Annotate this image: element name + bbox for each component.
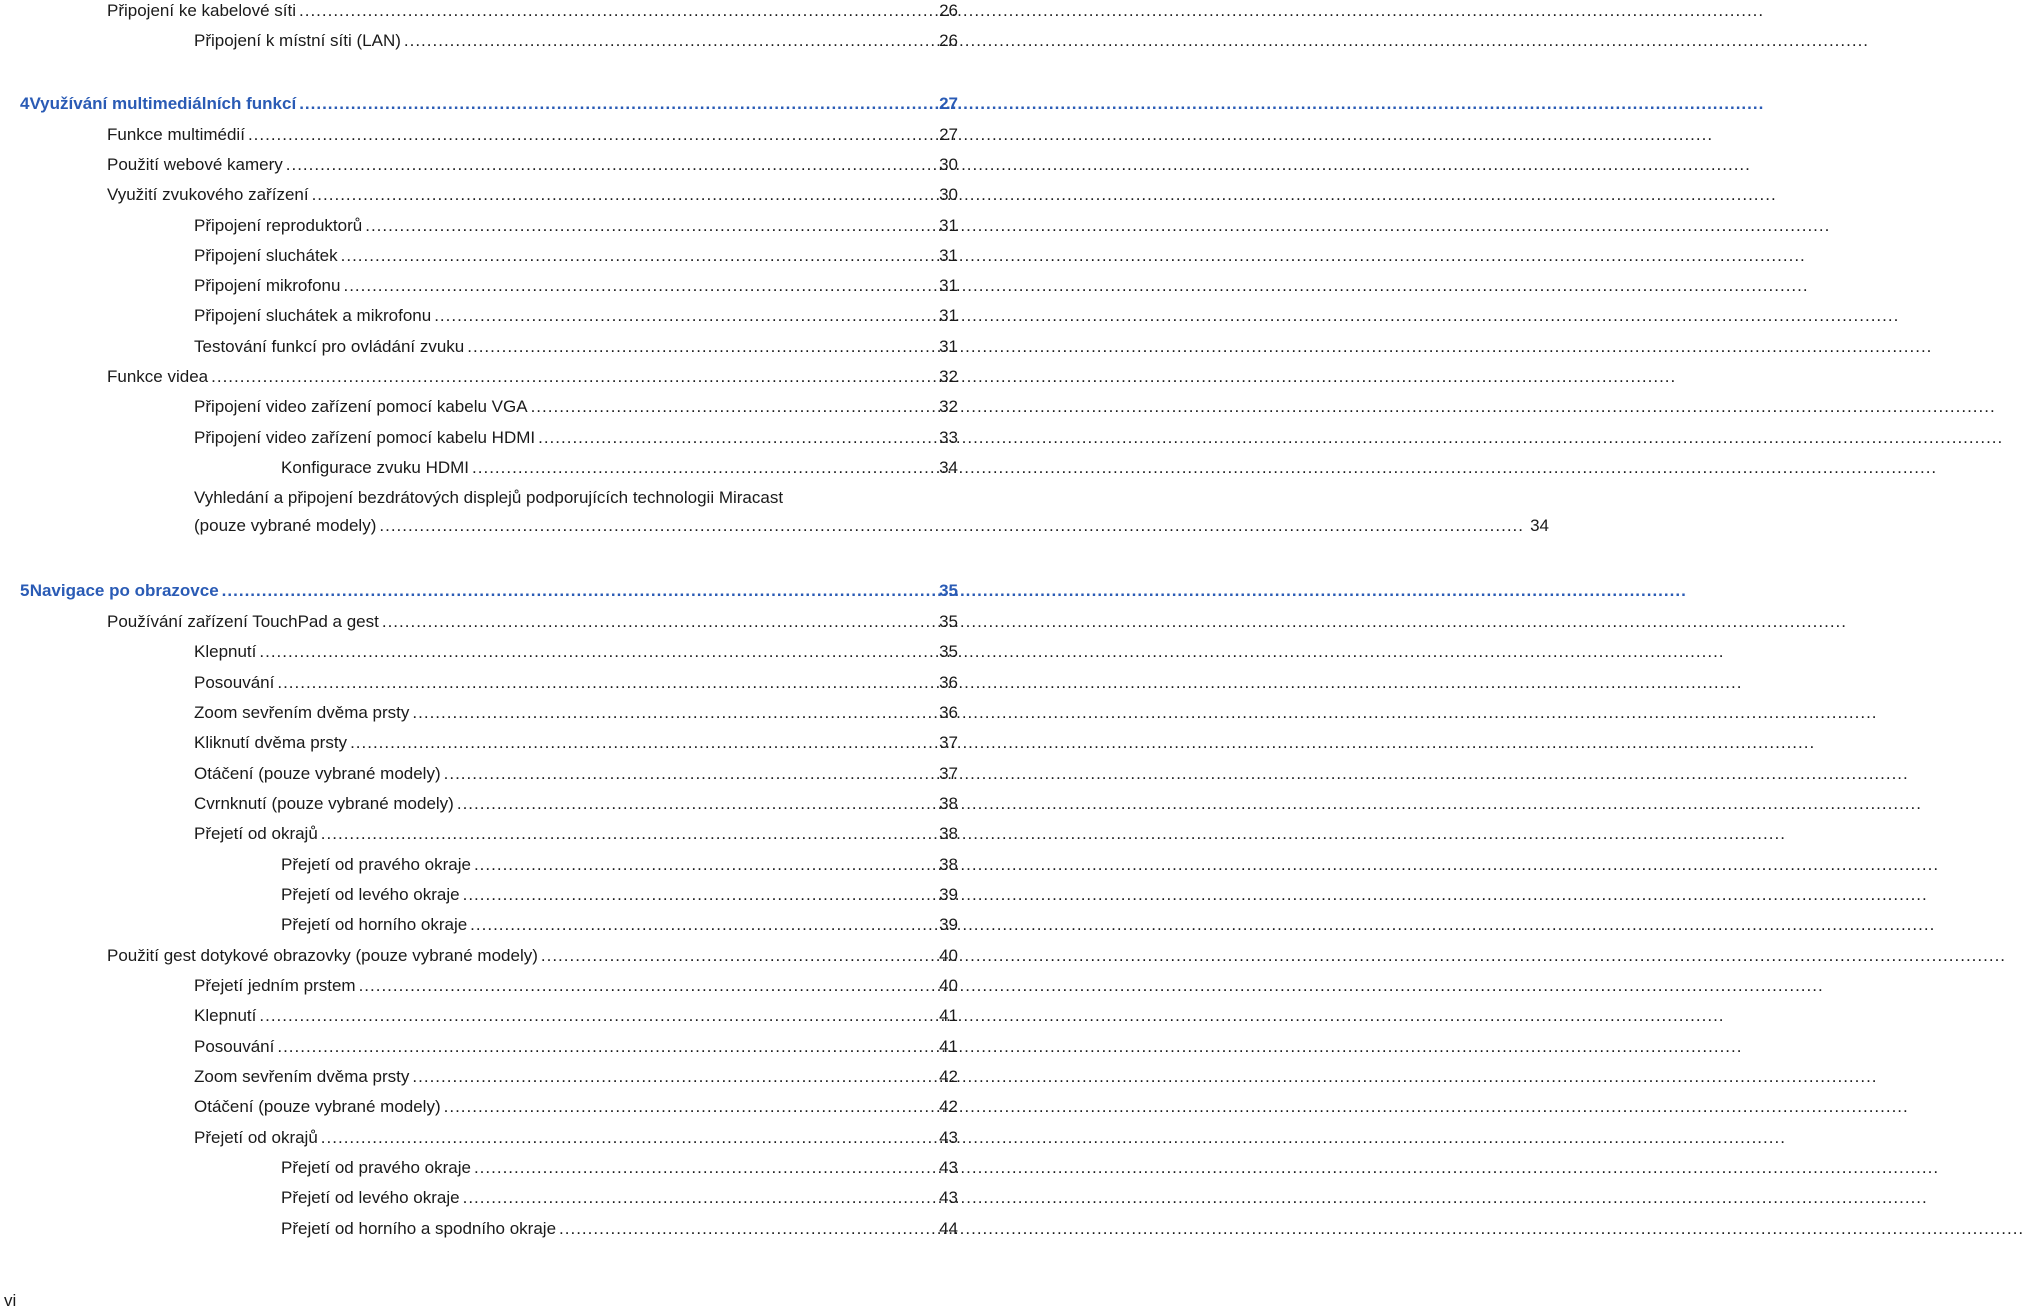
- toc-page-number: 31: [939, 306, 958, 325]
- toc-page-number: 44: [939, 1219, 958, 1238]
- toc-entry-title: Připojení sluchátek: [194, 246, 338, 265]
- leader-dots: [444, 1096, 933, 1118]
- toc-entry[interactable]: [107, 184, 958, 206]
- leader-dots: [404, 30, 933, 52]
- leader-dots: [350, 732, 933, 754]
- leader-dots: [222, 580, 933, 602]
- leader-dots: [444, 763, 933, 785]
- toc-entry[interactable]: [194, 641, 958, 663]
- toc-page-number: 26: [939, 1, 958, 20]
- toc-page-number: 32: [939, 397, 958, 416]
- leader-dots: [365, 215, 933, 237]
- chapter-number: 5: [20, 581, 30, 600]
- leader-dots: [211, 366, 933, 388]
- toc-page-number: 33: [939, 428, 958, 447]
- toc-page-number: 31: [939, 246, 958, 265]
- toc-entry-title: Připojení ke kabelové síti: [107, 1, 296, 20]
- toc-entry-title: Funkce multimédií: [107, 125, 245, 144]
- toc-entry-title: Zoom sevřením dvěma prsty: [194, 1067, 410, 1086]
- toc-entry[interactable]: [281, 1157, 958, 1179]
- toc-page-number: 26: [939, 31, 958, 50]
- leader-dots: [286, 154, 933, 176]
- toc-entry-title: Přejetí jedním prstem: [194, 976, 356, 995]
- toc-entry-title: Testování funkcí pro ovládání zvuku: [194, 337, 465, 356]
- chapter-number: 4: [20, 94, 30, 113]
- toc-page-number: 36: [939, 673, 958, 692]
- toc-entry-title: Připojení sluchátek a mikrofonu: [194, 306, 432, 325]
- toc-entry[interactable]: [107, 124, 958, 146]
- leader-dots: [474, 1157, 933, 1179]
- toc-page-number: 39: [939, 885, 958, 904]
- toc-entry-title: Funkce videa: [107, 367, 209, 386]
- toc-page-number: 30: [939, 155, 958, 174]
- leader-dots: [382, 611, 933, 633]
- leader-dots: [343, 275, 933, 297]
- toc-chapter-entry[interactable]: [20, 580, 958, 602]
- leader-dots: [434, 305, 933, 327]
- toc-page-number: 31: [939, 337, 958, 356]
- toc-entry-title: Zoom sevřením dvěma prsty: [194, 703, 410, 722]
- leader-dots: [457, 793, 933, 815]
- toc-entry-title-line1: Vyhledání a připojení bezdrátových displejů podporujících technologii Miracast: [194, 488, 784, 507]
- toc-page-number: 27: [939, 125, 958, 144]
- toc-entry[interactable]: [194, 215, 958, 237]
- leader-dots: [412, 1066, 933, 1088]
- toc-entry-title: Využívání multimediálních funkcí: [29, 94, 297, 113]
- toc-entry-title: Přejetí od okrajů: [194, 824, 318, 843]
- toc-entry-title: Konfigurace zvuku HDMI: [281, 458, 470, 477]
- toc-entry[interactable]: [281, 914, 958, 936]
- toc-entry[interactable]: [107, 611, 958, 633]
- toc-page-number: 35: [939, 642, 958, 661]
- toc-entry[interactable]: [194, 793, 958, 815]
- toc-page-number: 42: [939, 1067, 958, 1086]
- toc-entry-title: Posouvání: [194, 673, 275, 692]
- toc-entry[interactable]: [107, 945, 958, 967]
- toc-entry-title: Přejetí od pravého okraje: [281, 855, 471, 874]
- toc-entry-title: Přejetí od levého okraje: [281, 885, 460, 904]
- toc-entry[interactable]: [194, 975, 958, 997]
- toc-entry[interactable]: [194, 823, 958, 845]
- toc-entry-title: Připojení video zařízení pomocí kabelu HDMI: [194, 428, 536, 447]
- toc-entry[interactable]: [194, 1066, 958, 1088]
- toc-page-number: 40: [939, 976, 958, 995]
- toc-entry-title: Použití webové kamery: [107, 155, 283, 174]
- leader-dots: [472, 457, 933, 479]
- toc-entry[interactable]: [194, 1096, 958, 1118]
- toc-entry-title: Přejetí od okrajů: [194, 1128, 318, 1147]
- toc-entry-title: Klepnutí: [194, 642, 257, 661]
- toc-page-number: 38: [939, 824, 958, 843]
- toc-page-number: 43: [939, 1128, 958, 1147]
- leader-dots: [470, 914, 933, 936]
- toc-entry[interactable]: [107, 0, 958, 22]
- toc-entry[interactable]: [281, 884, 958, 906]
- toc-entry-title: Klepnutí: [194, 1006, 257, 1025]
- leader-dots: [259, 1005, 933, 1027]
- toc-page-number: 42: [939, 1097, 958, 1116]
- toc-entry-title-line2: (pouze vybrané modely): [194, 516, 377, 535]
- toc-entry[interactable]: [194, 1005, 958, 1027]
- toc-entry[interactable]: [194, 336, 958, 358]
- toc-page-number: 34: [1530, 516, 1550, 535]
- leader-dots: [538, 427, 933, 449]
- toc-entry[interactable]: [194, 427, 958, 449]
- leader-dots: [277, 672, 933, 694]
- toc-entry[interactable]: [194, 396, 958, 418]
- toc-page-number: 34: [939, 458, 958, 477]
- toc-entry[interactable]: [281, 1218, 958, 1240]
- toc-entry-title: Cvrnknutí (pouze vybrané modely): [194, 794, 454, 813]
- toc-page-number: 39: [939, 915, 958, 934]
- toc-page-number: 32: [939, 367, 958, 386]
- leader-dots: [312, 184, 933, 206]
- toc-page-number: 37: [939, 733, 958, 752]
- toc-entry-title: Posouvání: [194, 1037, 275, 1056]
- toc-entry-title: Připojení k místní síti (LAN): [194, 31, 401, 50]
- toc-chapter-entry[interactable]: [20, 93, 958, 115]
- leader-dots: [299, 93, 933, 115]
- toc-page-number: 43: [939, 1158, 958, 1177]
- toc-page-number: 41: [939, 1006, 958, 1025]
- toc-entry[interactable]: [281, 854, 958, 876]
- toc-page-number: 27: [939, 94, 958, 113]
- toc-entry[interactable]: [194, 702, 958, 724]
- toc-page-number: 36: [939, 703, 958, 722]
- leader-dots: [299, 0, 933, 22]
- toc-entry-title: Použití gest dotykové obrazovky (pouze vybrané modely): [107, 946, 538, 965]
- toc-entry[interactable]: [194, 763, 958, 785]
- leader-dots: [559, 1218, 933, 1240]
- leader-dots: [474, 854, 933, 876]
- leader-dots: [359, 975, 933, 997]
- leader-dots: [341, 245, 933, 267]
- toc-entry[interactable]: [194, 1036, 958, 1058]
- leader-dots: [467, 336, 933, 358]
- leader-dots: ........................................................................................................................................................................................................: [379, 516, 1525, 535]
- toc-entry[interactable]: [281, 457, 958, 479]
- toc-entry-title: Otáčení (pouze vybrané modely): [194, 764, 441, 783]
- toc-entry-title: Používání zařízení TouchPad a gest: [107, 612, 379, 631]
- toc-entry[interactable]: [281, 1187, 958, 1209]
- leader-dots: [277, 1036, 933, 1058]
- toc-entry-title: Navigace po obrazovce: [29, 581, 219, 600]
- toc-page-number: 40: [939, 946, 958, 965]
- leader-dots: [412, 702, 933, 724]
- toc-page-number: 30: [939, 185, 958, 204]
- toc-page-number: 43: [939, 1188, 958, 1207]
- leader-dots: [321, 1127, 933, 1149]
- toc-entry-title: Přejetí od horního okraje: [281, 915, 468, 934]
- toc-entry[interactable]: [194, 305, 958, 327]
- leader-dots: [463, 1187, 933, 1209]
- toc-entry[interactable]: [107, 154, 958, 176]
- toc-entry[interactable]: [194, 30, 958, 52]
- toc-page-number: 35: [939, 612, 958, 631]
- toc-entry[interactable]: [107, 366, 958, 388]
- toc-entry-title: Otáčení (pouze vybrané modely): [194, 1097, 441, 1116]
- toc-entry-title: Kliknutí dvěma prsty: [194, 733, 348, 752]
- toc-entry-title: Využití zvukového zařízení: [107, 185, 309, 204]
- toc-entry[interactable]: [194, 732, 958, 754]
- toc-page-number: 41: [939, 1037, 958, 1056]
- toc-entry[interactable]: [194, 245, 958, 267]
- leader-dots: [259, 641, 933, 663]
- toc-page-number: 38: [939, 794, 958, 813]
- toc-page-number: 35: [939, 581, 958, 600]
- toc-entry-title: Připojení video zařízení pomocí kabelu VGA: [194, 397, 528, 416]
- leader-dots: [531, 396, 933, 418]
- toc-entry-title: Připojení mikrofonu: [194, 276, 341, 295]
- leader-dots: [321, 823, 933, 845]
- toc-page-number: 31: [939, 276, 958, 295]
- toc-entry-multiline[interactable]: [194, 487, 1550, 537]
- leader-dots: [248, 124, 933, 146]
- toc-page-number: 37: [939, 764, 958, 783]
- leader-dots: [541, 945, 933, 967]
- toc-entry-title: Přejetí od levého okraje: [281, 1188, 460, 1207]
- toc-page-number: 31: [939, 216, 958, 235]
- toc-entry-title: Připojení reproduktorů: [194, 216, 363, 235]
- toc-entry[interactable]: [194, 1127, 958, 1149]
- toc-entry[interactable]: [194, 275, 958, 297]
- toc-entry-title: Přejetí od horního a spodního okraje: [281, 1219, 557, 1238]
- toc-page-number: 38: [939, 855, 958, 874]
- toc-entry[interactable]: [194, 672, 958, 694]
- page-footer-number: vi: [4, 1291, 17, 1310]
- toc-entry-title: Přejetí od pravého okraje: [281, 1158, 471, 1177]
- leader-dots: [463, 884, 933, 906]
